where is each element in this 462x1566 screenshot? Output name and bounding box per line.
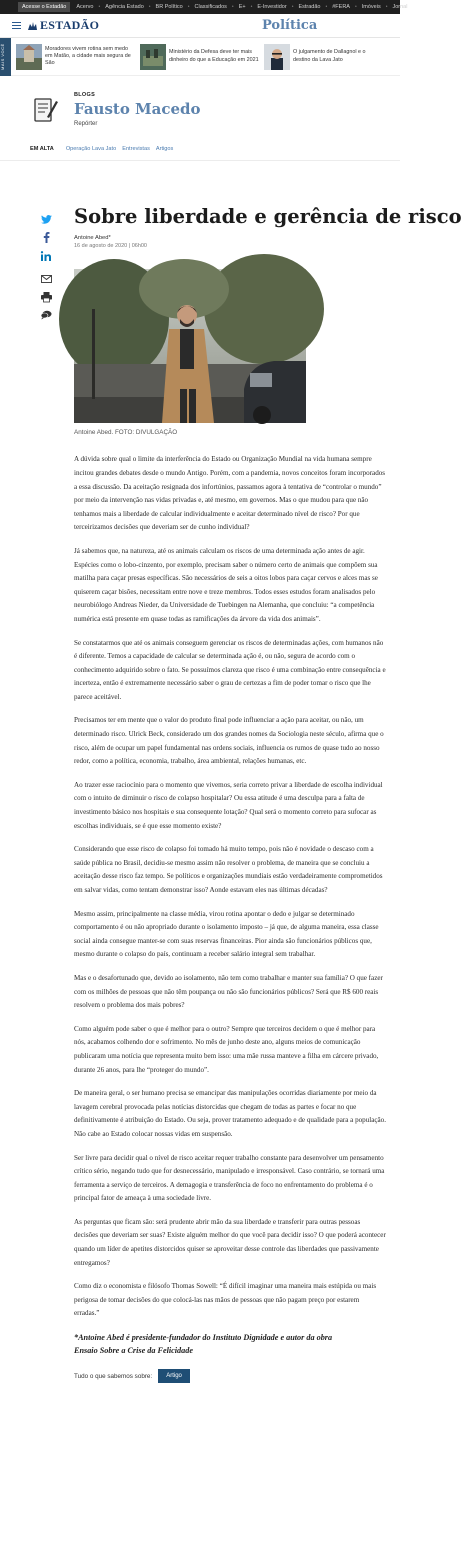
network-link-brpolitico[interactable]: BR Político: [155, 4, 183, 10]
hamburger-icon[interactable]: [12, 22, 21, 30]
tag-button[interactable]: Artigo: [158, 1369, 190, 1383]
strip-item[interactable]: [135, 44, 259, 70]
nav-tab-artigos[interactable]: Artigos: [155, 146, 174, 152]
strip-thumbnail: [140, 44, 166, 70]
article-paragraph: Mesmo assim, principalmente na classe média, virou rotina apontar o dedo e julgar se determinado comportamento é ou não apropriado durante o isolamento imposto – já que, de alguma maneira, essa classe social ainda consegue manter-se com suas reservas financeiras. Pior ainda são funcionários públicos que, mesmo durante o colapso do país, continuam a receber salário integral sem trabalhar.: [74, 909, 379, 959]
network-link-jornal[interactable]: Jornal: [392, 4, 408, 10]
network-link-classificados[interactable]: Classificados: [194, 4, 227, 10]
article: [74, 205, 462, 1383]
network-home-link[interactable]: Acesse o Estadão: [18, 2, 70, 12]
print-button[interactable]: [41, 291, 52, 302]
signature-text: *Antoine Abed é presidente-fundador do Instituto Dignidade e autor da obra: [74, 1333, 333, 1343]
comment-button[interactable]: [41, 309, 52, 320]
site-header: [0, 14, 400, 38]
network-link-eplus[interactable]: E+: [238, 4, 246, 10]
twitter-share-button[interactable]: [41, 214, 52, 225]
article-paragraph: Como alguém pode saber o que é melhor para o outro? Sempre que terceiros decidem o que é melhor para nós, acabamos colhendo dor e sofrimento. No mês de junho deste ano, alguns meios de comunicação publicaram uma notícia que representa muito bem isso: uma mãe russa manteve a filha em cárcere privado, durante 26 anos, para lhe “proteger do mundo”.: [74, 1024, 379, 1074]
logo-text: ESTADÃO: [40, 18, 100, 32]
network-separator: •: [231, 4, 234, 10]
article-paragraph: Ao trazer esse raciocínio para o momento que vivemos, seria correto privar a liberdade de escolha individual com o intuito de diminuir o risco de colapso hospitalar? Ou essa atitude é uma desculpa para a falta de investimento básico nos hospitais e sua consequente lotação? Qual será o momento correto para sufocar as escolhas individuais, se é que esse momento existe?: [74, 780, 383, 830]
blog-icon: [30, 95, 60, 125]
network-separator: •: [385, 4, 388, 10]
nav-hot-label: EM ALTA: [30, 146, 54, 152]
twitter-icon: [41, 215, 52, 224]
linkedin-icon: [41, 251, 51, 261]
blog-kicker[interactable]: BLOGS: [74, 92, 96, 98]
network-separator: •: [187, 4, 190, 10]
network-link-acervo[interactable]: Acervo: [76, 4, 94, 10]
blog-role: Repórter: [74, 121, 98, 127]
facebook-icon: [43, 232, 50, 243]
article-paragraph: Precisamos ter em mente que o valor do produto final pode influenciar a ação para aceitar, ou não, um determinado risco. Ulrick Beck, considerado um dos grandes nomes da Sociologia neste século, afirma que o risco, além de ocupar um papel fundamental nas ordens sociais, influencia os rumos de quase tudo ao nosso redor, como a política, economia, trabalho, área ambiental, relações humanas, etc.: [74, 716, 384, 766]
network-separator: •: [354, 4, 357, 10]
strip-item[interactable]: [259, 44, 383, 70]
article-title: Sobre liberdade e gerência de risco: [74, 205, 462, 228]
strip-thumbnail: [16, 44, 42, 70]
blog-nav: [30, 146, 370, 152]
strip-item-text: Ministério da Defesa deve ter mais dinheiro do que a Educação em 2021: [169, 49, 259, 63]
article-date: 16 de agosto de 2020 | 06h00: [74, 243, 147, 250]
article-paragraph: Ser livre para decidir qual o nível de risco aceitar requer trabalho constante para desenvolver um pensamento crítico sério, negando tudo que for desnecessário, manipulado e irresponsável. Caso contrário, se tornará uma ferramenta a serviço de terceiros. A demagogia e transferência de foco no enfrentamento do problema é o principal fator de ameaça à uma sociedade livre.: [74, 1153, 385, 1203]
strip-label: MAIS VOCÊ: [0, 38, 11, 76]
email-icon: [41, 275, 52, 283]
linkedin-share-button[interactable]: [41, 250, 52, 261]
article-paragraph: A dúvida sobre qual o limite da interferência do Estado ou Organização Mundial na vida humana sempre incitou grandes debates desde o mundo Antigo. Porém, com a pandemia, novos conceitos foram incorporados a essa discussão. Da aceitação resignada dos infortúnios, passamos agora à tentativa de “controlar o mundo” por meio da intervenção nas vidas privadas e, até mesmo, em governos. Mas o que mudou para que não tenhamos mais a liberdade de calcular individualmente e aceitar determinado nível de risco? Por que terceirizamos decisões que deveriam ser de cunho individual?: [74, 455, 386, 532]
nav-divider: [0, 160, 400, 161]
news-strip: [0, 38, 400, 76]
article-paragraph: Considerando que esse risco de colapso foi tomado há muito tempo, pois não é novidade o descaso com a saúde pública no Brasil, decidiu-se mesmo assim não resolver o problema, de maneira que se concluiu a aceitação desse risco faz tempo. Se políticos e organizações mundiais estão verdadeiramente comprometidos em salvar vidas, como tentam demonstrar isso? Aonde estavam eles nas últimas décadas?: [74, 845, 383, 894]
network-link-einvestidor[interactable]: E-Investidor: [257, 4, 287, 10]
print-icon: [41, 292, 52, 302]
article-paragraph: Como diz o economista e filósofo Thomas Sowell: “É difícil imaginar uma maneira mais estúpida ou mais perigosa de tomar decisões do que colocá-las nas mãos de pessoas que não pagam preço por estarem erradas.”: [74, 1282, 377, 1318]
network-bar: [0, 0, 408, 14]
article-photo-image: [74, 269, 306, 423]
tags-label: Tudo o que sabemos sobre:: [74, 1372, 153, 1380]
network-link-estradao[interactable]: Estradão: [298, 4, 321, 10]
article-author[interactable]: Antoine Abed*: [74, 235, 111, 242]
network-separator: •: [98, 4, 101, 10]
nav-tab-lava-jato[interactable]: Operação Lava Jato: [65, 146, 117, 152]
network-separator: •: [250, 4, 253, 10]
site-logo[interactable]: [27, 18, 99, 33]
signature-book: Ensaio Sobre a Crise da Felicidade: [74, 1346, 193, 1356]
network-link-agencia[interactable]: Agência Estado: [105, 4, 144, 10]
blog-name[interactable]: Fausto Macedo: [74, 100, 201, 118]
tags-row: [74, 1369, 386, 1383]
article-paragraph: De maneira geral, o ser humano precisa se emancipar das manipulações ocorridas diariamente por meio da lavagem cerebral provocada pelas notícias distorcidas que chegam de todas as partes e focar no que definitivamente é atribuição do Estado. Ou seja, prover tratamento adequado e de qualidade para a população. Não cabe ao Estado colocar nossas vidas em suspensão.: [74, 1089, 386, 1138]
network-link-imoveis[interactable]: Imóveis: [361, 4, 381, 10]
author-signature: [74, 1331, 386, 1357]
email-share-button[interactable]: [41, 273, 52, 284]
estadao-logo-icon: [27, 21, 38, 31]
comment-icon: [41, 310, 52, 320]
strip-item-text: Moradores vivem rotina sem medo em Matão, a cidade mais segura de São: [45, 45, 131, 67]
facebook-share-button[interactable]: [41, 232, 52, 243]
article-paragraph: As perguntas que ficam são: será prudente abrir mão da sua liberdade e transferir para outras pessoas decisões que deveriam ser suas? Existe alguém melhor do que você para decidir isso? O que poderá acontecer quando um líder de apetites distorcidos quiser se aproveitar desse controle das liberdades que passivamente entregamos?: [74, 1217, 386, 1267]
photo-caption: Antoine Abed. FOTO: DIVULGAÇÃO: [74, 429, 178, 437]
article-paragraph: Mas e o desafortunado que, devido ao isolamento, não tem como trabalhar e manter sua família? O que fazer com os milhões de pessoas que não têm poupança ou não são funcionários públicos? Será que R$ 600 reais resolvem o problema dos mais pobres?: [74, 973, 383, 1010]
strip-item-text: O julgamento de Dallagnol e o destino da Lava Jato: [293, 49, 366, 63]
network-separator: •: [148, 4, 151, 10]
strip-item[interactable]: [11, 44, 135, 70]
share-rail: [40, 214, 52, 327]
blog-header: [30, 92, 370, 136]
section-title[interactable]: Política: [262, 18, 318, 33]
strip-thumbnail: [264, 44, 290, 70]
article-paragraph: Já sabemos que, na natureza, até os animais calculam os riscos de uma determinada ação antes de agir. Espécies como o lobo-cinzento, por exemplo, precisam saber o número certo de animais que compõem sua matilha para caçar presas específicas. São necessários de seis a oitos lobos para caçar cervos e alces mas se quiserem caçar bisões, necessitam entre nove e treze membros. Todos esses estudos foram analisados pelo neurobiólogo Andreas Nieder, da Universidade de Tuebingen na Alemanha, que concluiu: “a competência numérica está presente em quase todas as ramificações da árvore da vida dos animais”.: [74, 546, 378, 623]
nav-tab-entrevistas[interactable]: Entrevistas: [122, 146, 150, 152]
network-separator: •: [325, 4, 328, 10]
article-body: [74, 453, 386, 1383]
article-paragraph: Se constatarmos que até os animais conseguem gerenciar os riscos de determinadas ações, com humanos não é diferente. Temos a capacidade de calcular se determinada ação é, ou não, segura de acordo com o conhecimento adquirido sobre o fato. Se possuímos clareza que risco é uma combinação entre consequência e incerteza, então é extremamente necessário saber o grau de certezas a fim de poder tomar o risco que lhe parece aceitável.: [74, 638, 386, 701]
network-link-fera[interactable]: #FERA: [332, 4, 350, 10]
article-photo: [74, 269, 306, 423]
network-separator: •: [291, 4, 294, 10]
